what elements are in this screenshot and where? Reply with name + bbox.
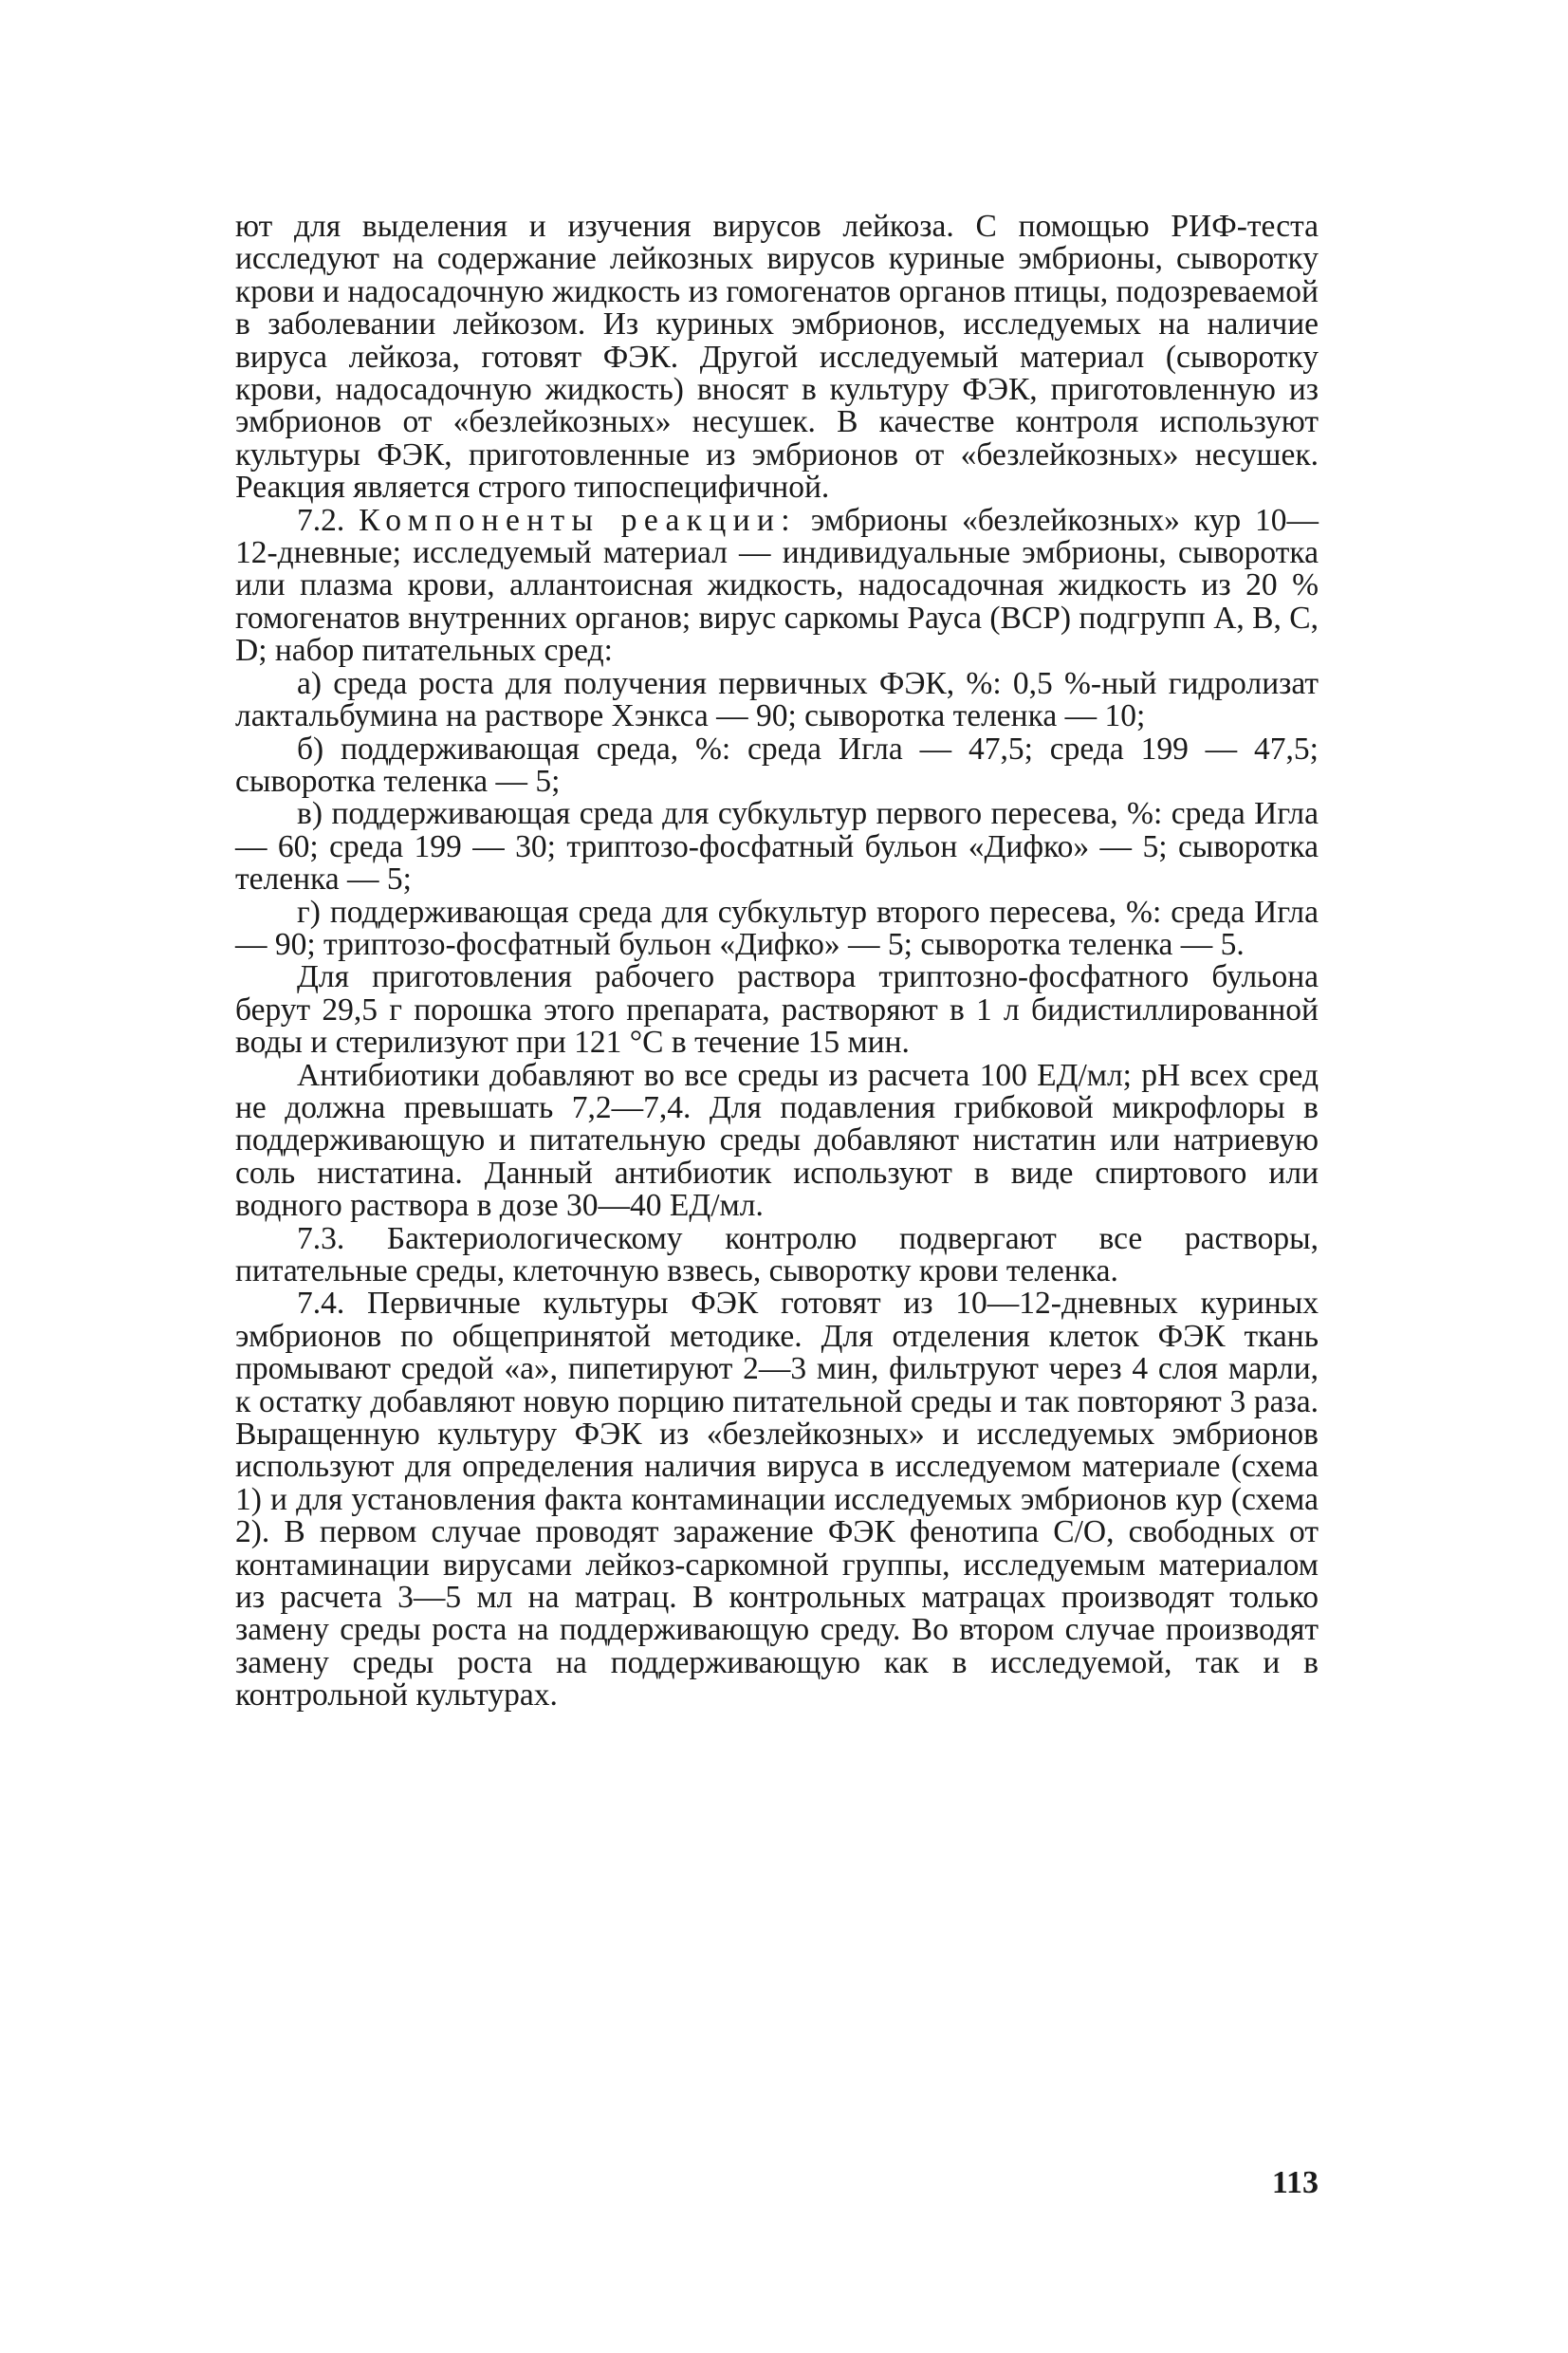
section-7-2 bbox=[235, 502, 1319, 669]
section-7-4: 7.4. Первичные культуры ФЭК готовят из 10—12-дневных куриных эмбрионов по общепринятой методике. Для отделения клеток ФЭК ткань промывают средой «а», пипетируют 2—3 мин, фильтруют через 4 слоя марли, к остатку добавляют новую порцию питательной среды и так повторяют 3 раза. Выращенную культуру ФЭК из «безлейкозных» и исследуемых эмбрионов используют для определения наличия вируса в исследуемом материале (схема 1) и для установления факта контаминации исследуемых эмбрионов кур (схема 2). В первом случае проводят заражение ФЭК фенотипа С/О, свободных от контаминации вирусами лейкоз-саркомной группы, исследуемым материалом из расчета 3—5 мл на матрац. В контрольных матрацах производят только замену среды роста на поддерживающую среду. Во втором случае производят замену среды роста на поддерживающую как в исследуемой, так и в контрольной культурах. bbox=[235, 1286, 1319, 1714]
intro-paragraph: ют для выделения и изучения вирусов лейкоза. С помощью РИФ-теста исследуют на содержание лейкозных вирусов куриные эмбрионы, сыворотку крови и надосадочную жидкость из гомогенатов органов птицы, подозреваемой в заболевании лейкозом. Из куриных эмбрионов, исследуемых на наличие вируса лейкоза, готовят ФЭК. Другой исследуемый материал (сыворотку крови, надосадочную жидкость) вносят в культуру ФЭК, приготовленную из эмбрионов от «безлейкозных» несушек. В качестве контроля используют культуры ФЭК, приготовленные из эмбрионов от «безлейкозных» несушек. Реакция является строго типоспецифичной. bbox=[235, 209, 1319, 506]
section-7-2-heading: Компоненты реакции: bbox=[359, 502, 797, 538]
broth-paragraph: Для приготовления рабочего раствора триптозно-фосфатного бульона берут 29,5 г порошка этого препарата, растворяют в 1 л бидистиллированной воды и стерилизуют при 121 °С в течение 15 мин. bbox=[235, 959, 1319, 1061]
section-7-3: 7.3. Бактериологическому контролю подвергают все растворы, питательные среды, клеточную взвесь, сыворотку крови теленка. bbox=[235, 1220, 1319, 1288]
list-item-a: а) среда роста для получения первичных ФЭК, %: 0,5 %-ный гидролизат лактальбумина на растворе Хэнкса — 90; сыворотка теленка — 10; bbox=[235, 665, 1319, 734]
list-item-b: б) поддерживающая среда, %: среда Игла — 47,5; среда 199 — 47,5; сыворотка теленка — 5; bbox=[235, 731, 1319, 799]
page-number: 113 bbox=[1271, 2165, 1319, 2200]
page-body bbox=[235, 211, 1319, 1713]
list-item-v: в) поддерживающая среда для субкультур первого пересева, %: среда Игла — 60; среда 199 — 30; триптозо-фосфатный бульон «Дифко» — 5; сыворотка теленка — 5; bbox=[235, 796, 1319, 898]
antibiotics-paragraph: Антибиотики добавляют во все среды из расчета 100 ЕД/мл; рН всех сред не должна превышать 7,2—7,4. Для подавления грибковой микрофлоры в поддерживающую и питательную среды добавляют нистатин или натриевую соль нистатина. Данный антибиотик используют в виде спиртового или водного раствора в дозе 30—40 ЕД/мл. bbox=[235, 1057, 1319, 1224]
list-item-g: г) поддерживающая среда для субкультур второго пересева, %: среда Игла — 90; триптозо-фосфатный бульон «Дифко» — 5; сыворотка теленка — 5. bbox=[235, 894, 1319, 962]
section-7-2-number: 7.2. bbox=[297, 502, 345, 538]
section-7-2-text: эмбрионы «безлейкозных» кур 10—12-дневные; исследуемый материал — индивидуальные эмбрионы, сыворотка или плазма крови, аллантоисная жидкость, надосадочная жидкость из 20 % гомогенатов внутренних органов; вирус саркомы Рауса (ВСР) подгрупп А, В, С, D; набор питательных сред: bbox=[235, 502, 1319, 669]
